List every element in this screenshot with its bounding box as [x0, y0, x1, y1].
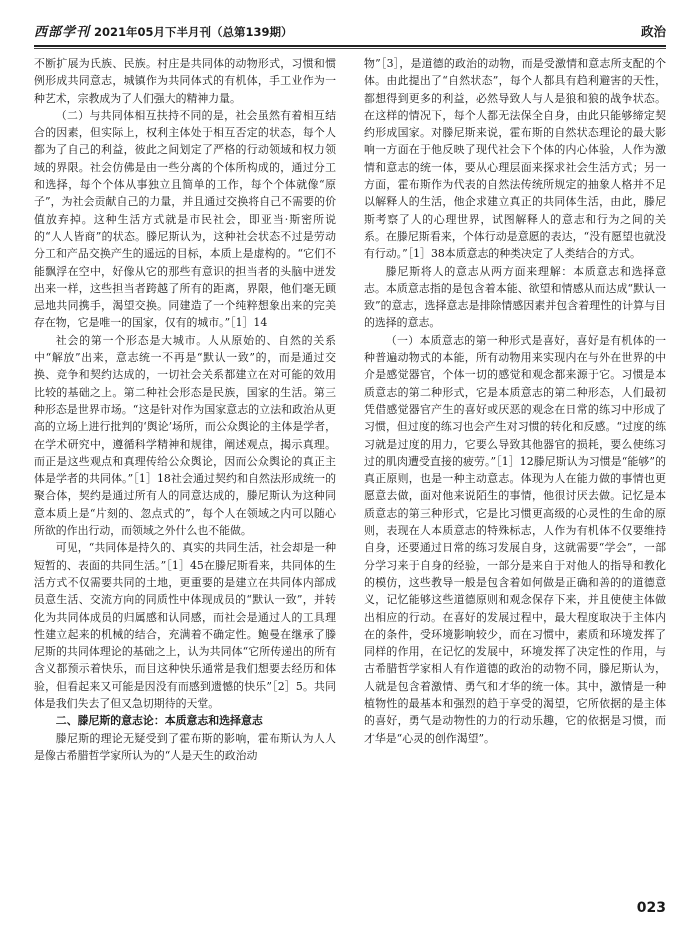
body-paragraph: （二）与共同体相互扶持不同的是，社会虽然有着相互结合的因素，但实际上，权利主体处于相互否定的状态，每个人都为了自己的利益，彼此之间划定了严格的行动领域和权力领域的界限。社会仿佛是由一些分离的个体所构成的，通过分工和选择，每个个体从事独立且简单的工作，每个个体就像“原子”，为社会贡献自己的力量，并且通过交换将自己不需要的价值放弃掉。这种生活方式就是市民社会，即亚当·斯密所说的“人人皆商”的状态。滕尼斯认为，这种社会状态不过是劳动分工和产品交换产生的遥远的目标，本质上是虚构的。“它们不能飘浮在空中，好像从它的那些有意识的担当者的头脑中迸发出来一样，这些担当者跨越了所有的距离，界限，他们毫无顾忌地共同携手，渴望交换。同建造了一个纯粹想象出来的完美存在物，它是唯一的国家，仅有的城市。”［1］14 — [34, 108, 336, 330]
body-paragraph: 物”［3］，是道德的政治的动物，而是受激情和意志所支配的个体。由此提出了“自然状态”，每个人都具有趋利避害的天性，都想得到更多的利益，必然导致人与人是狼和狼的战争状态。在这样的情况下，每个人都无法保全自身，由此只能够缔定契约形成国家。对滕尼斯来说，霍布斯的自然状态理论的最大影响一方面在于他反映了现代社会下个体的内心体验，人作为激情和意志的统一体，要从心理层面来探求社会生活方式；另一方面，霍布斯作为代表的自然法传统所规定的抽象人格并不足以解释人的生活，他企求建立真正的共同体生活，由此，滕尼斯考察了人的心理世界，试图解释人的意志和行为之间的关系。在滕尼斯看来，个体行动是意愿的表达，“没有愿望也就没有行动。”［1］38本质意志的种类决定了人类结合的方式。 — [364, 57, 666, 261]
page-header — [34, 18, 666, 40]
journal-masthead — [34, 21, 293, 40]
header-rule-thin — [34, 48, 666, 49]
body-paragraph: 可见，“共同体是持久的、真实的共同生活，社会却是一种短暂的、表面的共同生活。”［1］45在滕尼斯看来，共同体的生活方式不仅需要共同的土地，更重要的是建立在共同体内部成员意生活、交流方向的同质性中体现成员的“默认一致”，并转化为共同体成员的归属感和认同感，而社会是通过人的工具理性建立起来的机械的结合，充满着不确定性。鲍曼在继承了滕尼斯的共同体理论的基础之上，认为共同体“它所传递出的所有含义都预示着快乐，而目这种快乐通常是我们想要去经历和体验，但看起来又可能是因没有而感到遗憾的快乐”［2］5。共同体是我们失去了但又急切期待的天堂。 — [34, 541, 336, 710]
body-paragraph: 社会的第一个形态是大城市。人从原始的、自然的关系中“解放”出来，意志统一不再是“默认一致”的，而是通过交换、竞争和契约达成的，一切社会关系都建立在对可能的效用比较的基础之上。第二种社会形态是民族，国家的生活。第三种形态是世界市场。“这是针对作为国家意志的立法和政治从更高的立场上进行批判的‘舆论’场所，而公众舆论的主体是学者，在学术研究中，遵循科学精神和规律，阐述观点，揭示真理。而正是这些观点和真理传给公众舆论，因而公众舆论的真正主体是学者的共同体。”［1］18社会通过契约和自然法形成统一的聚合体，契约是通过所有人的同意达成的，滕尼斯认为这种同意本质上是“片刻的、忽点式的”，每个人在领域之内可以随心所欲的作出行动，而领域之外什么也不能做。 — [34, 333, 336, 538]
header-rule — [34, 45, 666, 47]
right-column — [364, 55, 666, 747]
section-label: 政治 — [640, 24, 666, 39]
journal-logo: 西部学刊 — [34, 25, 91, 40]
body-paragraph: 滕尼斯的理论无疑受到了霍布斯的影响，霍布斯认为人人是像古希腊哲学家所认为的“人是天生的政治动 — [34, 731, 336, 762]
page-number: 023 — [636, 900, 666, 916]
section-heading: 二、滕尼斯的意志论：本质意志和选择意志 — [55, 714, 263, 728]
left-column — [34, 55, 336, 764]
body-paragraph: （一）本质意志的第一种形式是喜好，喜好是有机体的一种普遍动物式的本能，所有动物用来实现内在与外在世界的中介是感觉器官，个体一切的感觉和观念都来源于它。习惯是本质意志的第二种形式，它是本质意志的第二种形态，人们最初凭借感觉器官产生的喜好或厌恶的观念在日常的练习中形成了习惯，但过度的练习也会产生对习惯的转化和反感。“过度的练习就是过度的用力，它要么导致其他器官的损耗，要么使练习过的肌肉遭受直接的疲劳。”［1］12滕尼斯认为习惯是“能够”的真正原则，也是一种主动意志。体现为人在能力做的事情也更愿意去做，面对他来说陌生的事情，他很讨厌去做。记忆是本质意志的第三种形式，它是比习惯更高级的心灵性的生命的原则，表现在人本质意志的特殊标志，人作为有机体不仅要维持自身，还要通过日常的练习发展自身，这就需要“学会”，一部分学习来于自身的经验，一部分是来自于对他人的指导和教化的模仿，这些教导一般是包含着如何做是正确和善的的道德意义，记忆能够这些道德原则和观念保存下来，并且使使主体做出相应的行动。在喜好的发展过程中，最大程度取决于主体内在的条件，受环境影响较少，而在习惯中，素质和环境发挥了同样的作用，在记忆的发展中，环境发挥了决定性的作用，与古希腊哲学家相人有作道德的政治的动物不同，滕尼斯认为，人就是包含着激情、勇气和才华的统一体。其中，激情是一种植物性的最基本和强烈的趋于享受的渴望，它所依据的是主体的喜好，勇气是动物性的力的行动乐趣，它的依据是习惯，而才华是“心灵的创作渴望”。 — [364, 333, 666, 745]
body-paragraph: 不断扩展为氏族、民族。村庄是共同体的动物形式，习惯和惯例形成共同意志，城镇作为共同体式的有机体，手工业作为一种艺术，宗教成为了人们强大的精神力量。 — [34, 57, 336, 105]
body-paragraph: 滕尼斯将人的意志从两方面来理解：本质意志和选择意志。本质意志指的是包含着本能、欲望和情感从而达成“默认一致”的意志，选择意志是排除情感因素并包含着理性的计算与目的选择的意志。 — [364, 264, 666, 330]
journal-issue: 2021年05月下半月刊（总第139期） — [94, 25, 293, 39]
